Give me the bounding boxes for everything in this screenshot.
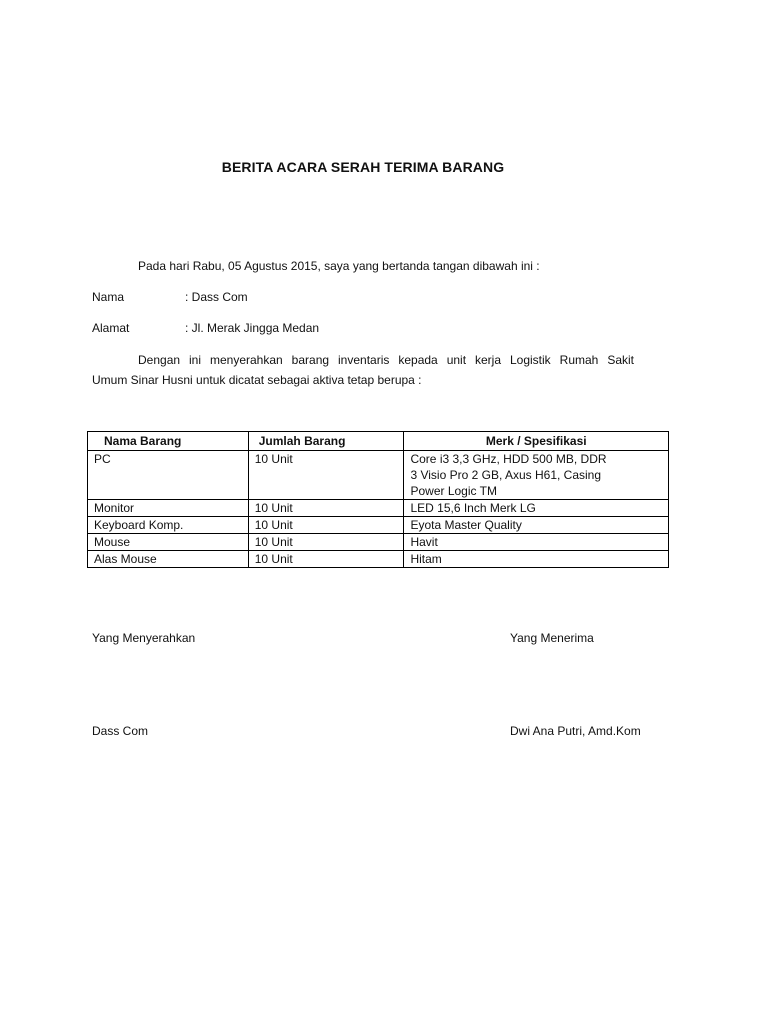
table-header-row xyxy=(88,432,669,451)
item-qty: 10 Unit xyxy=(248,451,404,500)
signature-receiver-role: Yang Menerima xyxy=(510,631,594,645)
item-spec: LED 15,6 Inch Merk LG xyxy=(404,500,669,517)
document-title: BERITA ACARA SERAH TERIMA BARANG xyxy=(221,159,505,175)
item-qty: 10 Unit xyxy=(248,500,404,517)
item-qty: 10 Unit xyxy=(248,517,404,534)
item-spec-line: Power Logic TM xyxy=(410,484,497,498)
item-name: PC xyxy=(88,451,249,500)
table-row xyxy=(88,451,669,500)
items-table xyxy=(87,431,669,568)
alamat-label: Alamat xyxy=(92,321,130,335)
signature-giver-role: Yang Menyerahkan xyxy=(92,631,196,645)
item-spec: Eyota Master Quality xyxy=(404,517,669,534)
item-qty: 10 Unit xyxy=(248,534,404,551)
item-qty: 10 Unit xyxy=(248,551,404,568)
item-spec-line: 3 Visio Pro 2 GB, Axus H61, Casing xyxy=(410,468,602,482)
signature-giver-name: Dass Com xyxy=(92,724,149,738)
handover-paragraph xyxy=(92,350,634,390)
table-row xyxy=(88,534,669,551)
item-spec: Havit xyxy=(404,534,669,551)
item-name: Mouse xyxy=(88,534,249,551)
header-jumlah-barang: Jumlah Barang xyxy=(248,432,404,451)
item-name: Keyboard Komp. xyxy=(88,517,249,534)
intro-text: Pada hari Rabu, 05 Agustus 2015, saya yang bertanda tangan dibawah ini : xyxy=(138,259,540,273)
header-nama-barang: Nama Barang xyxy=(88,432,249,451)
paragraph-line-2: Umum Sinar Husni untuk dicatat sebagai aktiva tetap berupa : xyxy=(92,373,422,387)
header-merk-spesifikasi: Merk / Spesifikasi xyxy=(404,432,669,451)
alamat-value: : Jl. Merak Jingga Medan xyxy=(185,321,320,335)
table-row xyxy=(88,500,669,517)
item-spec xyxy=(404,451,669,500)
item-name: Monitor xyxy=(88,500,249,517)
signature-receiver-name: Dwi Ana Putri, Amd.Kom xyxy=(510,724,641,738)
paragraph-line-1: Dengan ini menyerahkan barang inventaris kepada unit kerja Logistik Rumah Sakit xyxy=(138,353,634,367)
table-row xyxy=(88,517,669,534)
item-spec: Hitam xyxy=(404,551,669,568)
table-row xyxy=(88,551,669,568)
nama-label: Nama xyxy=(92,290,125,304)
item-name: Alas Mouse xyxy=(88,551,249,568)
nama-value: : Dass Com xyxy=(185,290,248,304)
item-spec-line: Core i3 3,3 GHz, HDD 500 MB, DDR xyxy=(410,452,607,466)
